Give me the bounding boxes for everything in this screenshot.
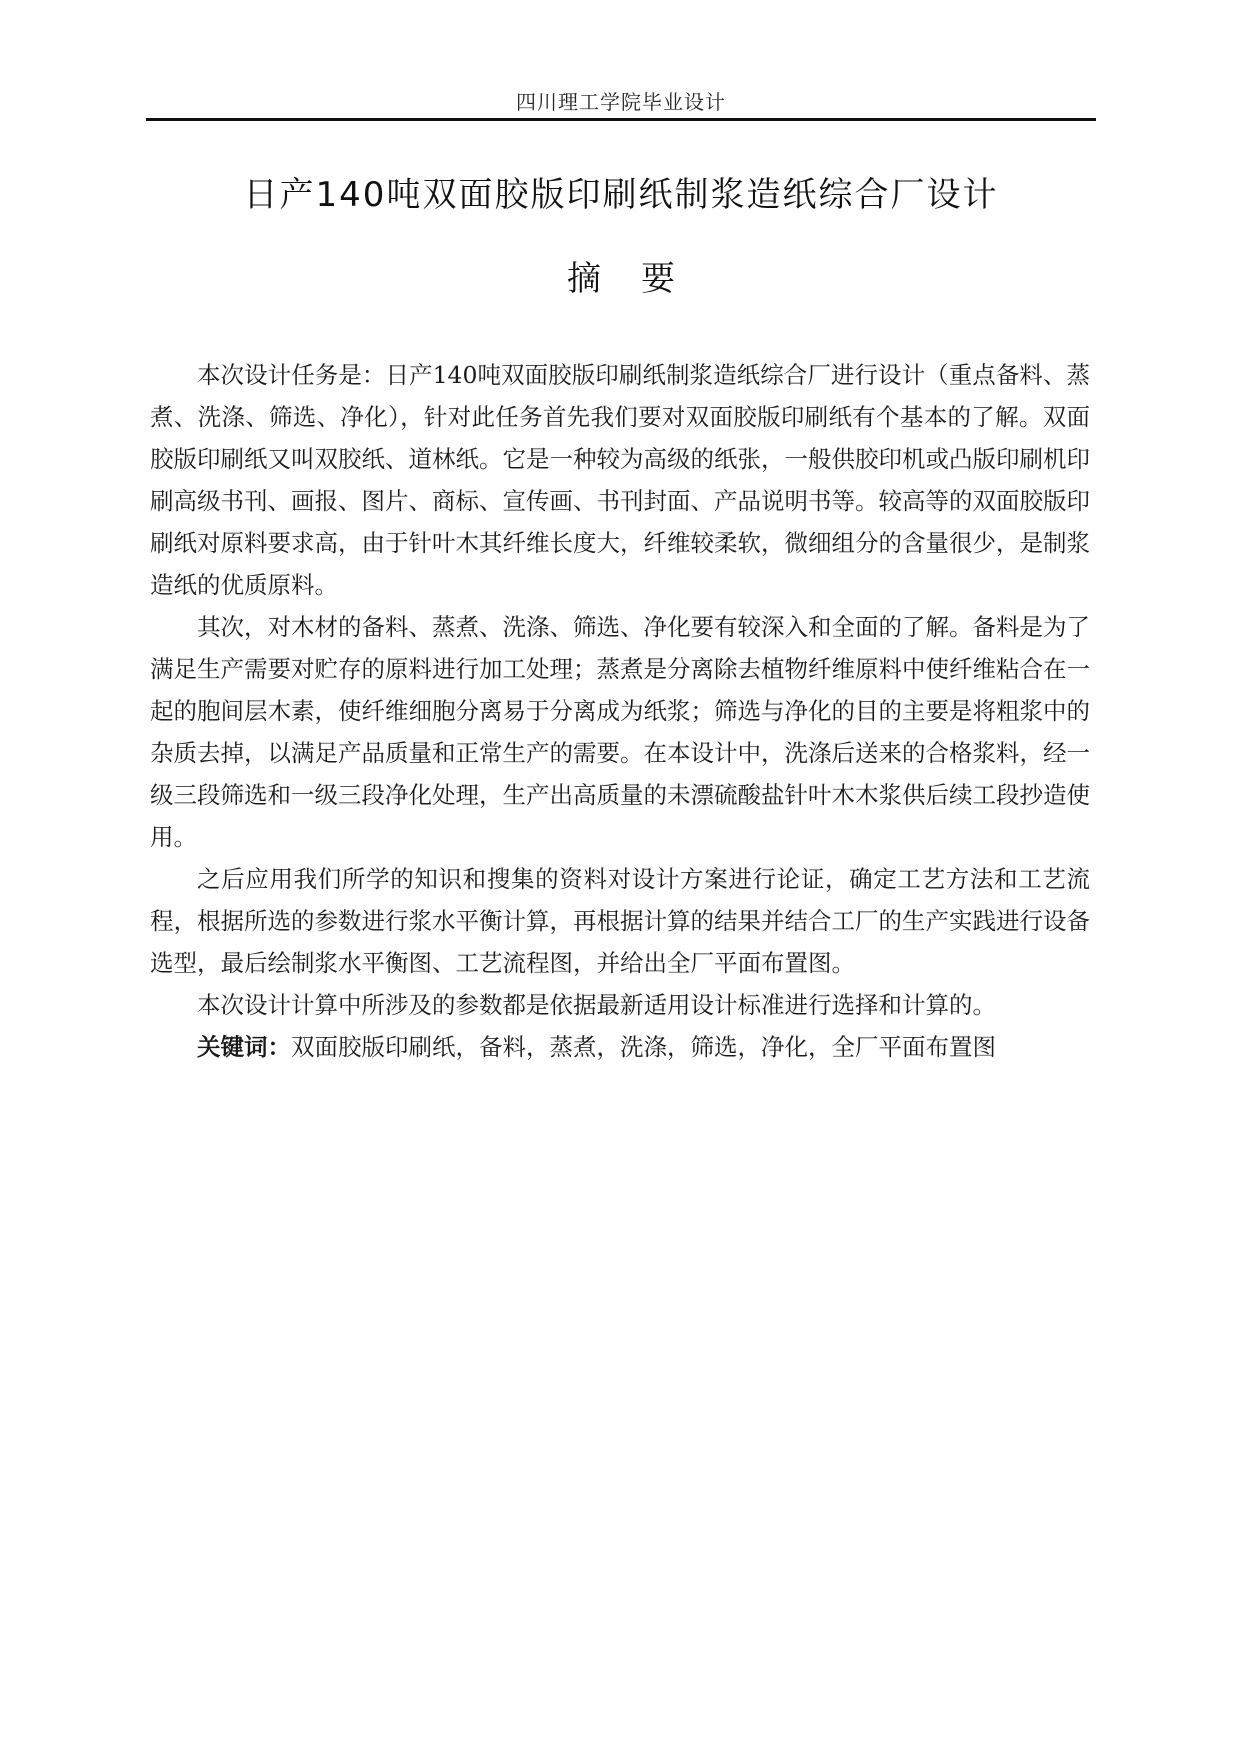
keywords-text: 双面胶版印刷纸，备料，蒸煮，洗涤，筛选，净化，全厂平面布置图 bbox=[291, 1033, 996, 1061]
abstract-body bbox=[150, 354, 1090, 1068]
running-header: 四川理工学院毕业设计 bbox=[516, 90, 726, 114]
keywords-label: 关键词： bbox=[197, 1033, 291, 1061]
document-title: 日产140吨双面胶版印刷纸制浆造纸综合厂设计 bbox=[243, 175, 999, 215]
abstract-paragraph-3: 之后应用我们所学的知识和搜集的资料对设计方案进行论证，确定工艺方法和工艺流程，根据所选的参数进行浆水平衡计算，再根据计算的结果并结合工厂的生产实践进行设备选型，最后绘制浆水平衡图、工艺流程图，并给出全厂平面布置图。 bbox=[150, 865, 1090, 977]
abstract-paragraph-4: 本次设计计算中所涉及的参数都是依据最新适用设计标准进行选择和计算的。 bbox=[197, 991, 996, 1019]
abstract-paragraph-2: 其次，对木材的备料、蒸煮、洗涤、筛选、净化要有较深入和全面的了解。备料是为了满足生产需要对贮存的原料进行加工处理；蒸煮是分离除去植物纤维原料中使纤维粘合在一起的胞间层木素，使纤维细胞分离易于分离成为纸浆；筛选与净化的目的主要是将粗浆中的杂质去掉，以满足产品质量和正常生产的需要。在本设计中，洗涤后送来的合格浆料，经一级三段筛选和一级三段净化处理，生产出高质量的未漂硫酸盐针叶木木浆供后续工段抄造使用。 bbox=[150, 613, 1090, 851]
abstract-heading: 摘要 bbox=[567, 259, 715, 299]
keywords-line bbox=[150, 1026, 1090, 1068]
abstract-paragraph-1: 本次设计任务是：日产140吨双面胶版印刷纸制浆造纸综合厂进行设计（重点备料、蒸煮、洗涤、筛选、净化），针对此任务首先我们要对双面胶版印刷纸有个基本的了解。双面胶版印刷纸又叫双胶纸、道林纸。它是一种较为高级的纸张，一般供胶印机或凸版印刷机印刷高级书刊、画报、图片、商标、宣传画、书刊封面、产品说明书等。较高等的双面胶版印刷纸对原料要求高，由于针叶木其纤维长度大，纤维较柔软，微细组分的含量很少，是制浆造纸的优质原料。 bbox=[150, 361, 1090, 599]
header-rule bbox=[146, 118, 1096, 121]
